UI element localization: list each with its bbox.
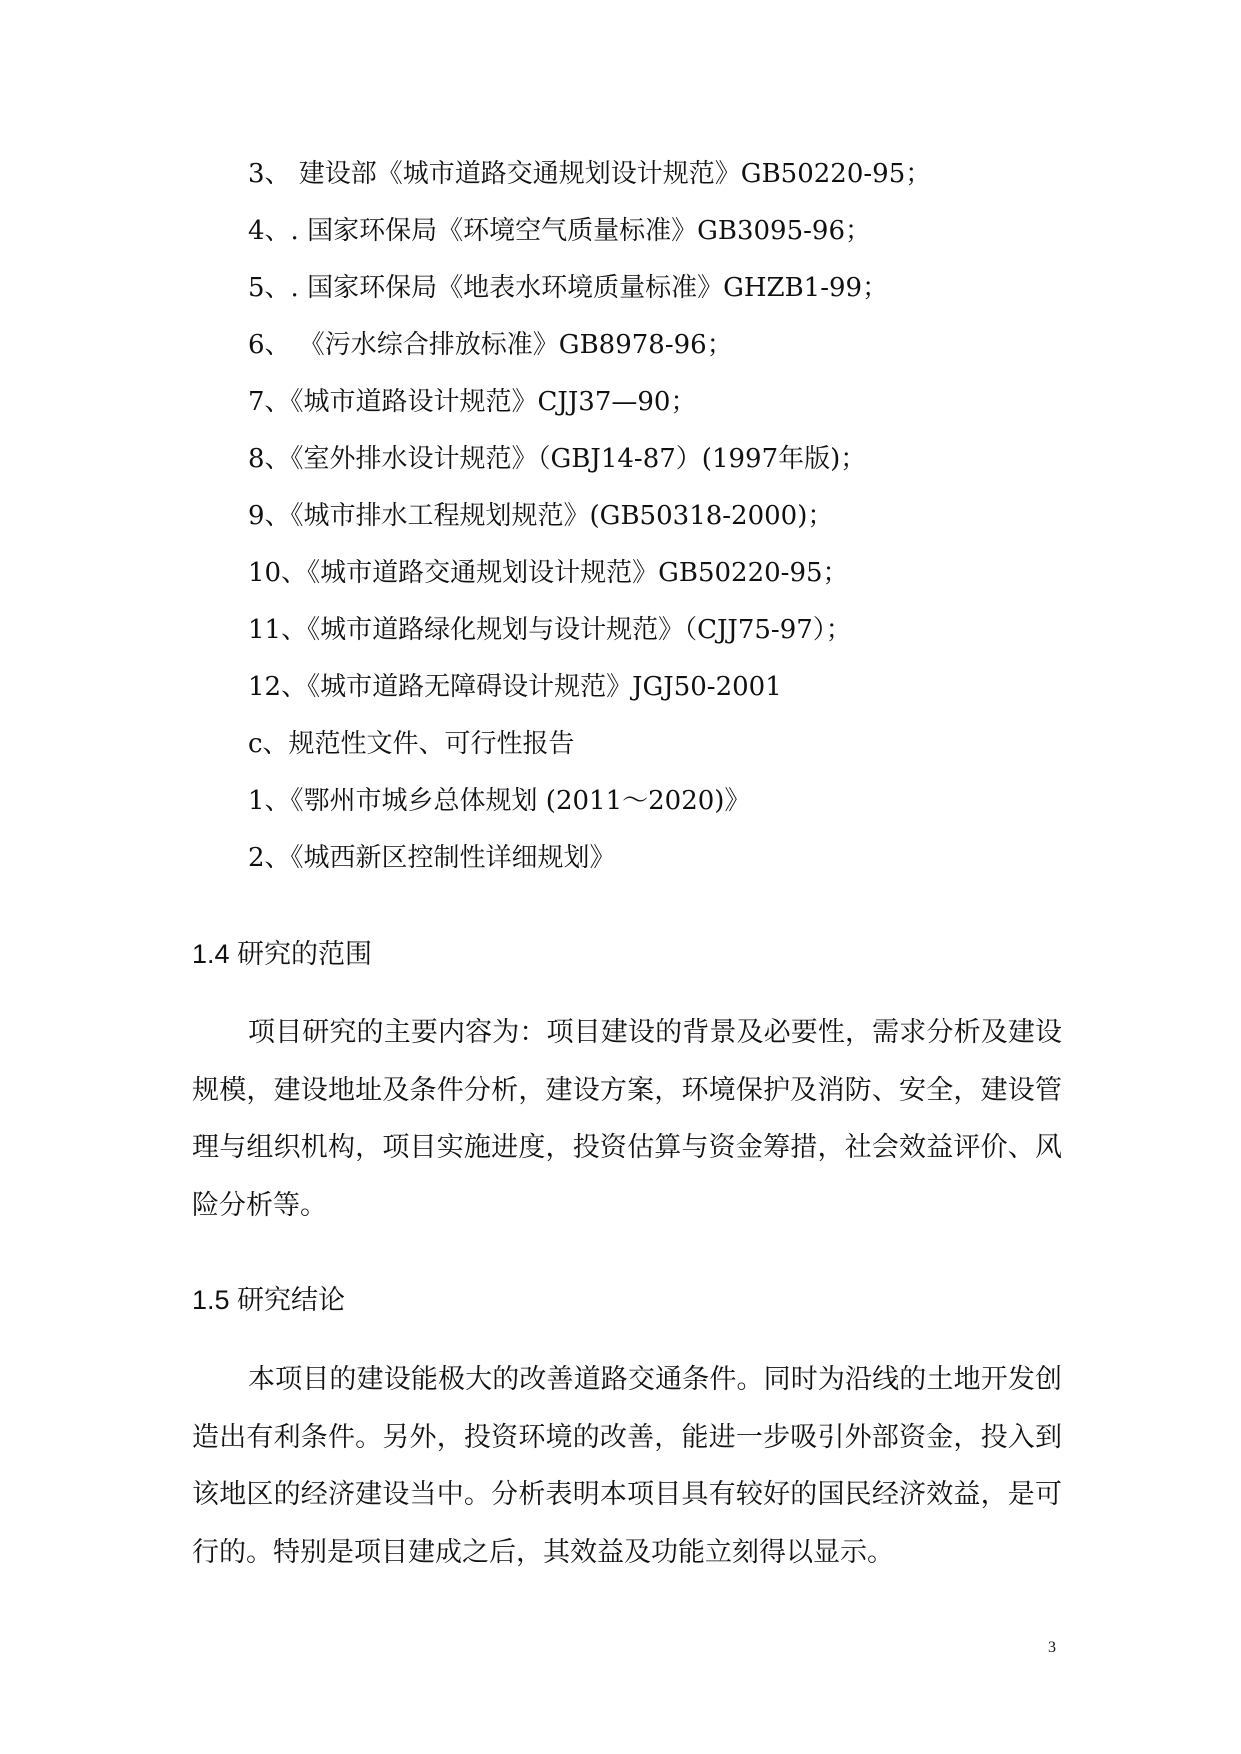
reference-item: 1、《鄂州市城乡总体规划 (2011～2020)》: [248, 786, 751, 816]
reference-item: 8、《室外排水设计规范》（GBJ14-87）(1997年版)；: [248, 444, 867, 474]
reference-item: 12、《城市道路无障碍设计规范》JGJ50-2001: [248, 672, 782, 702]
reference-item: 3、 建设部《城市道路交通规划设计规范》GB50220-95；: [248, 159, 932, 189]
reference-list: [248, 146, 1068, 887]
section-body-research-scope: 项目研究的主要内容为：项目建设的背景及必要性，需求分析及建设规模，建设地址及条件分析，建设方案，环境保护及消防、安全，建设管理与组织机构，项目实施进度，投资估算与资金筹措，社会效益评价、风险分析等。: [192, 1017, 1062, 1221]
reference-item: 9、《城市排水工程规划规范》(GB50318-2000)；: [248, 501, 834, 531]
section-heading-research-conclusion: 1.5 研究结论: [192, 1285, 346, 1315]
reference-item: 5、. 国家环保局《地表水环境质量标准》GHZB1-99；: [248, 273, 889, 303]
reference-item: 6、 《污水综合排放标准》GB8978-96；: [248, 330, 733, 360]
reference-item: 2、《城西新区控制性详细规划》: [248, 843, 616, 873]
reference-item: 7、《城市道路设计规范》CJJ37—90；: [248, 387, 697, 417]
section-body-research-conclusion: 本项目的建设能极大的改善道路交通条件。同时为沿线的土地开发创造出有利条件。另外，投资环境的改善，能进一步吸引外部资金，投入到该地区的经济建设当中。分析表明本项目具有较好的国民经济效益，是可行的。特别是项目建成之后，其效益及功能立刻得以显示。: [192, 1364, 1062, 1568]
reference-item: 4、. 国家环保局《环境空气质量标准》GB3095-96；: [248, 216, 871, 246]
reference-category: c、规范性文件、可行性报告: [248, 729, 575, 759]
reference-item: 10、《城市道路交通规划设计规范》GB50220-95；: [248, 558, 849, 588]
section-heading-research-scope: 1.4 研究的范围: [192, 939, 373, 969]
reference-item: 11、《城市道路绿化规划与设计规范》（CJJ75-97）；: [248, 615, 852, 645]
page-number: 3: [1048, 1639, 1056, 1656]
